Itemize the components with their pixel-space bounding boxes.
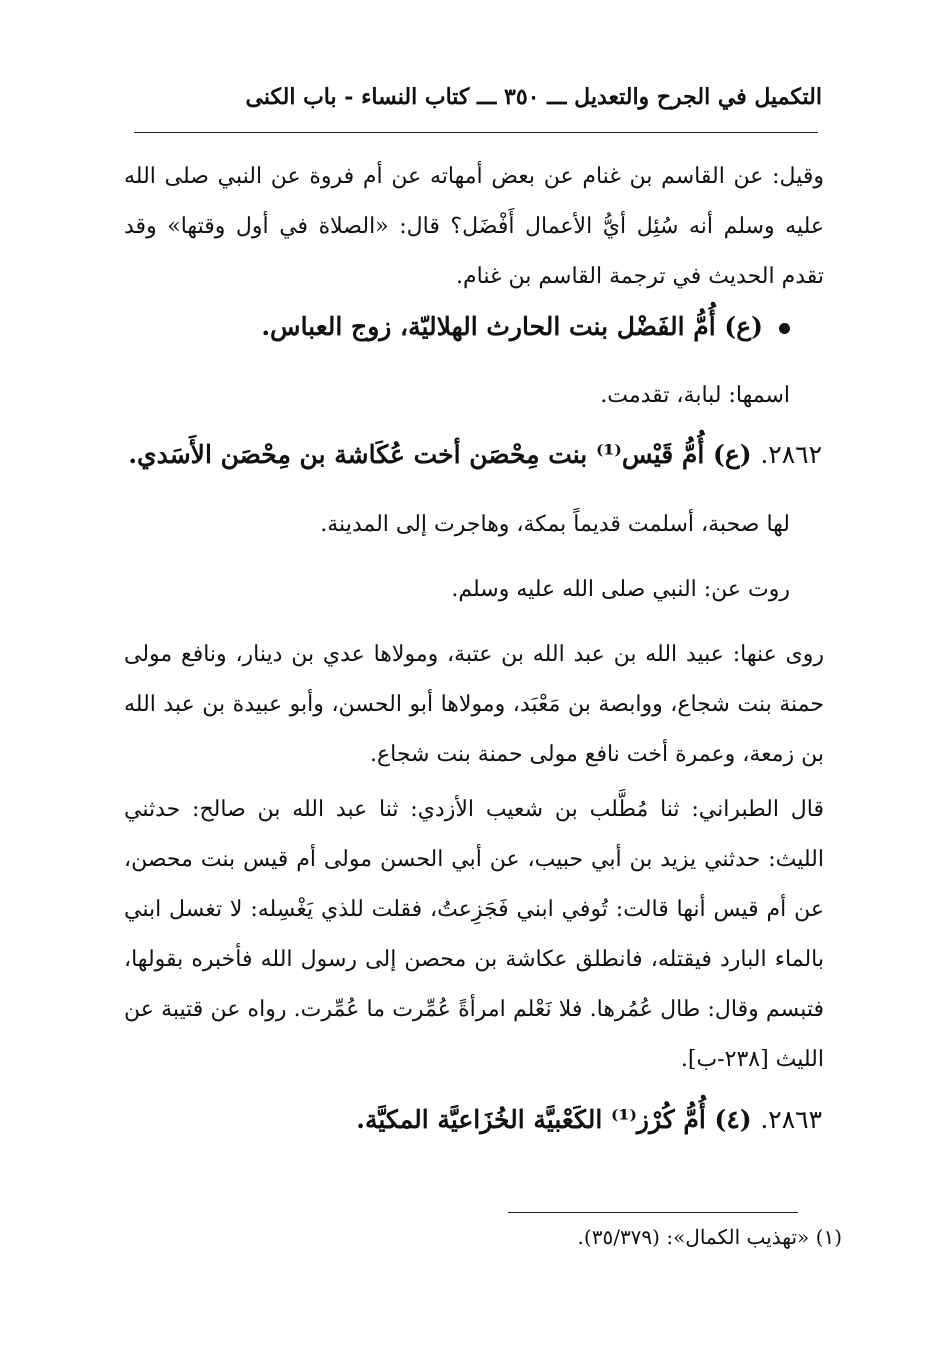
entry-number: ٢٨٦٢.: [760, 440, 822, 469]
entry-um-al-fadl: [261, 312, 790, 341]
paragraph-companionship: لها صحبة، أسلمت قديماً بمكة، وهاجرت إلى المدينة.: [320, 512, 790, 537]
paragraph-tabarani-hadith: قال الطبراني: ثنا مُطَّلب بن شعيب الأزدي: ثنا عبد الله بن صالح: حدثني الليث: حدثني يزيد بن أبي حبيب، عن أبي الحسن مولى أم قيس بنت محصن، عن أم قيس أنها قالت: تُوفي ابني فَجَزِعتُ، فقلت للذي يَغْسِله: لا تغسل ابني بالماء البارد فيقتله، فانطلق عكاشة بن محصن إلى رسول الله فأخبره بقولها، فتبسم وقال: طال عُمُرها. فلا نَعْلم امرأةً عُمِّرت ما عُمِّرت. رواه عن قتيبة عن الليث [٢٣٨-ب].: [124, 797, 824, 1072]
paragraph-name: اسمها: لبابة، تقدمت.: [600, 383, 790, 408]
entry-number: ٢٨٦٣.: [760, 1105, 822, 1134]
running-head: التكميل في الجرح والتعديل ـــ ٣٥٠ ـــ كتاب النساء - باب الكنى: [245, 84, 822, 110]
footnote-rule: [508, 1212, 798, 1213]
paragraph-narrators: روى عنها: عبيد الله بن عبد الله بن عتبة، ومولاها عدي بن دينار، ونافع مولى حمنة بنت شجاع، ووابصة بن مَعْبَد، ومولاها أبو الحسن، وأبو عبيدة بن عبد الله بن زمعة، وعمرة أخت نافع مولى حمنة بنت شجاع.: [124, 642, 824, 767]
entry-title: (ع) أُمُّ قَيْس⁽¹⁾ بنت مِحْصَن أخت عُكَاشة بن مِحْصَن الأَسَدي.: [128, 440, 752, 469]
paragraph-narrated-from: روت عن: النبي صلى الله عليه وسلم.: [451, 577, 790, 602]
entry-2862: [128, 440, 822, 469]
footnote: (١) «تهذيب الكمال»: (٣٥/٣٧٩).: [577, 1225, 842, 1249]
header-rule: [134, 132, 818, 133]
entry-title: (ع) أُمُّ الفَضْل بنت الحارث الهلاليّة، زوج العباس.: [261, 312, 763, 341]
entry-2863: [356, 1105, 822, 1134]
paragraph-um-farwa-hadith: وقيل: عن القاسم بن غنام عن بعض أمهاته عن أم فروة عن النبي صلى الله عليه وسلم أنه سُئِل أيُّ الأعمال أَفْضَل؟ قال: «الصلاة في أول وقتها» وقد تقدم الحديث في ترجمة القاسم بن غنام.: [124, 164, 824, 289]
bullet-icon: [779, 323, 790, 334]
entry-title: (٤) أُمُّ كُرْز⁽¹⁾ الكَعْبيَّة الخُزَاعيَّة المكيَّة.: [356, 1105, 752, 1134]
